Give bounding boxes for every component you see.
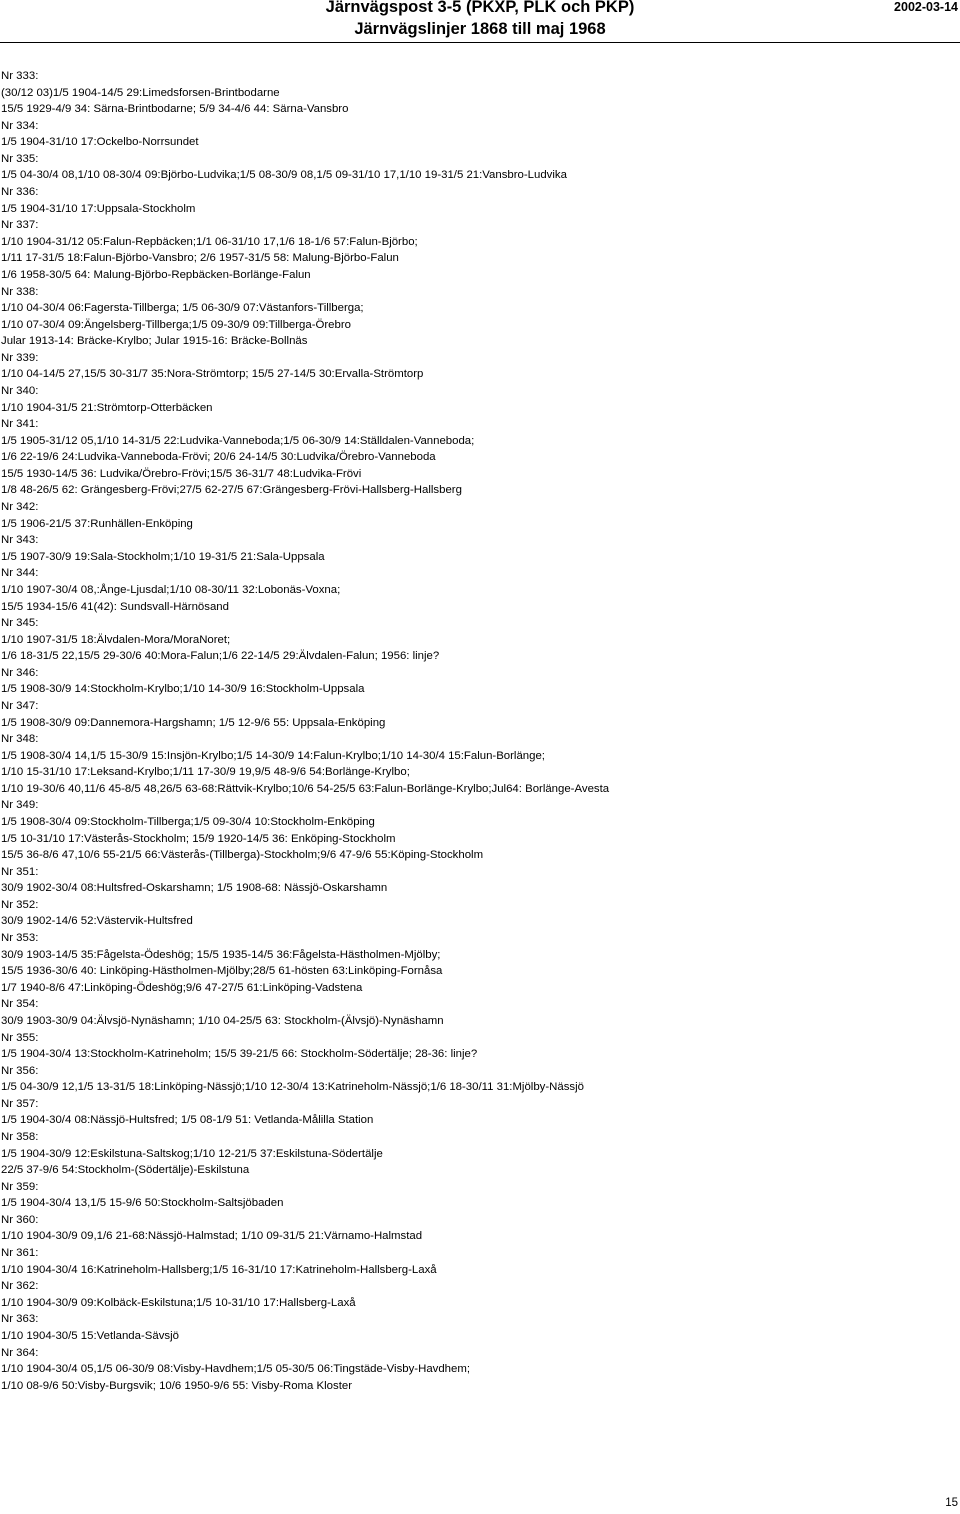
document-date: 2002-03-14 [894,0,958,14]
route-entry-line: 1/10 1904-30/4 05,1/5 06-30/9 08:Visby-Havdhem;1/5 05-30/5 06:Tingstäde-Visby-Havdhem; [1,1363,471,1376]
document-body [0,68,960,1394]
route-number-heading: Nr 333: [1,70,39,82]
route-entry-line: 1/10 07-30/4 09:Ängelsberg-Tillberga;1/5 09-30/9 09:Tillberga-Örebro [1,318,351,331]
route-entry-line: 1/5 1904-30/4 13:Stockholm-Katrineholm; 15/5 39-21/5 66: Stockholm-Södertälje; 28-36: linje? [1,1048,478,1061]
route-entry-line: 1/10 1904-30/4 16:Katrineholm-Hallsberg;1/5 16-31/10 17:Katrineholm-Hallsberg-Laxå [1,1263,437,1276]
route-entry-line: 1/7 1940-8/6 47:Linköping-Ödeshög;9/6 47-27/5 61:Linköping-Vadstena [1,981,363,994]
route-entry-line: 1/6 1958-30/5 64: Malung-Björbo-Repbäcken-Borlänge-Falun [1,268,311,281]
route-number-heading: Nr 355: [1,1031,39,1044]
route-number-heading: Nr 344: [1,567,39,580]
route-entry-line: 1/5 1905-31/12 05,1/10 14-31/5 22:Ludvika-Vanneboda;1/5 06-30/9 14:Ställdalen-Vanneboda; [1,434,475,447]
route-entry-line: 1/5 1904-31/10 17:Uppsala-Stockholm [1,202,196,215]
route-entry-line: 30/9 1903-14/5 35:Fågelsta-Ödeshög; 15/5 1935-14/5 36:Fågelsta-Hästholmen-Mjölby; [1,948,441,961]
route-number-heading: Nr 345: [1,617,39,630]
route-entry-line: Jular 1913-14: Bräcke-Krylbo; Jular 1915-16: Bräcke-Bollnäs [1,335,308,348]
route-number-heading: Nr 347: [1,699,39,712]
route-entry-line: 1/10 1904-30/9 09,1/6 21-68:Nässjö-Halmstad; 1/10 09-31/5 21:Värnamo-Halmstad [1,1230,423,1243]
route-number-heading: Nr 339: [1,351,39,364]
route-entry-line: 1/5 1907-30/9 19:Sala-Stockholm;1/10 19-31/5 21:Sala-Uppsala [1,550,325,563]
route-entry-line: 1/10 1904-31/5 21:Strömtorp-Otterbäcken [1,401,213,414]
route-entry-line: 30/9 1902-30/4 08:Hultsfred-Oskarshamn; 1/5 1908-68: Nässjö-Oskarshamn [1,882,388,895]
route-number-heading: Nr 357: [1,1097,39,1110]
route-number-heading: Nr 338: [1,285,39,298]
route-entry-line: 1/10 04-14/5 27,15/5 30-31/7 35:Nora-Strömtorp; 15/5 27-14/5 30:Ervalla-Strömtorp [1,368,424,381]
route-number-heading: Nr 361: [1,1247,39,1260]
route-entry-line: 1/6 22-19/6 24:Ludvika-Vanneboda-Frövi; 20/6 24-14/5 30:Ludvika/Örebro-Vanneboda [1,451,436,464]
route-number-heading: Nr 362: [1,1280,39,1293]
route-entry-line: (30/12 03)1/5 1904-14/5 29:Limedsforsen-Brintbodarne [1,86,280,99]
route-number-heading: Nr 354: [1,998,39,1011]
route-entry-line: 1/5 1908-30/9 14:Stockholm-Krylbo;1/10 14-30/9 16:Stockholm-Uppsala [1,683,365,696]
route-number-heading: Nr 349: [1,799,39,812]
route-number-heading: Nr 352: [1,898,39,911]
route-number-heading: Nr 348: [1,733,39,746]
route-number-heading: Nr 337: [1,219,39,232]
route-number-heading: Nr 364: [1,1346,39,1359]
route-entry-line: 15/5 1936-30/6 40: Linköping-Hästholmen-Mjölby;28/5 61-hösten 63:Linköping-Fornåsa [1,965,443,978]
route-number-heading: Nr 342: [1,501,39,514]
route-entry-line: 22/5 37-9/6 54:Stockholm-(Södertälje)-Eskilstuna [1,1164,250,1177]
route-entry-line: 1/5 1908-30/9 09:Dannemora-Hargshamn; 1/5 12-9/6 55: Uppsala-Enköping [1,716,386,729]
route-number-heading: Nr 351: [1,865,39,878]
route-entry-line: 15/5 1929-4/9 34: Särna-Brintbodarne; 5/9 34-4/6 44: Särna-Vansbro [1,103,349,116]
route-number-heading: Nr 360: [1,1213,39,1226]
route-entry-line: 1/5 1908-30/4 14,1/5 15-30/9 15:Insjön-Krylbo;1/5 14-30/9 14:Falun-Krylbo;1/10 14-30/4 15:Falun-Borlänge; [1,749,545,762]
route-entry-line: 1/10 1904-31/12 05:Falun-Repbäcken;1/1 06-31/10 17,1/6 18-1/6 57:Falun-Björbo; [1,235,418,248]
route-entry-line: 1/10 1904-30/9 09:Kolbäck-Eskilstuna;1/5 10-31/10 17:Hallsberg-Laxå [1,1296,356,1309]
route-number-heading: Nr 343: [1,534,39,547]
route-entry-line: 15/5 1930-14/5 36: Ludvika/Örebro-Frövi;15/5 36-31/7 48:Ludvika-Frövi [1,467,362,480]
route-number-heading: Nr 363: [1,1313,39,1326]
route-entry-line: 1/5 04-30/4 08,1/10 08-30/4 09:Björbo-Ludvika;1/5 08-30/9 08,1/5 09-31/10 17,1/10 19-31/5 21:Vansbro-Ludvika [1,169,567,182]
route-number-heading: Nr 340: [1,384,39,397]
route-entry-line: 1/5 04-30/9 12,1/5 13-31/5 18:Linköping-Nässjö;1/10 12-30/4 13:Katrineholm-Nässjö;1/6 18-30/11 31:Mjölby-Nässjö [1,1081,584,1094]
route-number-heading: Nr 335: [1,152,39,165]
route-entry-line: 1/8 48-26/5 62: Grängesberg-Frövi;27/5 62-27/5 67:Grängesberg-Frövi-Hallsberg-Hallsberg [1,484,462,497]
route-entry-line: 1/5 1904-30/9 12:Eskilstuna-Saltskog;1/10 12-21/5 37:Eskilstuna-Södertälje [1,1147,383,1160]
route-entry-line: 30/9 1902-14/6 52:Västervik-Hultsfred [1,915,193,928]
route-entry-line: 1/6 18-31/5 22,15/5 29-30/6 40:Mora-Falun;1/6 22-14/5 29:Älvdalen-Falun; 1956: linje? [1,650,440,663]
route-entry-line: 1/11 17-31/5 18:Falun-Björbo-Vansbro; 2/6 1957-31/5 58: Malung-Björbo-Falun [1,252,399,265]
route-number-heading: Nr 341: [1,418,39,431]
route-entry-line: 1/10 1907-30/4 08,:Ånge-Ljusdal;1/10 08-30/11 32:Lobonäs-Voxna; [1,583,341,596]
document-subtitle: Järnvägslinjer 1868 till maj 1968 [354,20,606,38]
route-entry-line: 1/5 10-31/10 17:Västerås-Stockholm; 15/9 1920-14/5 36: Enköping-Stockholm [1,832,396,845]
route-entry-line: 1/5 1904-31/10 17:Ockelbo-Norrsundet [1,136,199,149]
route-entry-line: 30/9 1903-30/9 04:Älvsjö-Nynäshamn; 1/10 04-25/5 63: Stockholm-(Älvsjö)-Nynäshamn [1,1014,444,1027]
route-number-heading: Nr 334: [1,119,39,132]
page-number: 15 [945,1497,958,1509]
route-entry-line: 1/10 15-31/10 17:Leksand-Krylbo;1/11 17-30/9 19,9/5 48-9/6 54:Borlänge-Krylbo; [1,766,410,779]
route-entry-line: 15/5 36-8/6 47,10/6 55-21/5 66:Västerås-(Tillberga)-Stockholm;9/6 47-9/6 55:Köping-Stockholm [1,849,484,862]
route-number-heading: Nr 336: [1,186,39,199]
document-title: Järnvägspost 3-5 (PKXP, PLK och PKP) [325,0,635,16]
route-entry-line: 1/5 1908-30/4 09:Stockholm-Tillberga;1/5 09-30/4 10:Stockholm-Enköping [1,816,375,829]
route-entry-line: 1/10 1907-31/5 18:Älvdalen-Mora/MoraNoret; [1,633,231,646]
route-entry-line: 1/5 1906-21/5 37:Runhällen-Enköping [1,517,193,530]
route-number-heading: Nr 346: [1,666,39,679]
route-entry-line: 1/5 1904-30/4 13,1/5 15-9/6 50:Stockholm-Saltsjöbaden [1,1197,284,1210]
route-entry-line: 1/10 19-30/6 40,11/6 45-8/5 48,26/5 63-68:Rättvik-Krylbo;10/6 54-25/5 63:Falun-Borlänge-Krylbo;Jul64: Borlänge-Avesta [1,782,610,795]
route-entry-line: 15/5 1934-15/6 41(42): Sundsvall-Härnösand [1,600,229,613]
route-number-heading: Nr 358: [1,1131,39,1143]
route-entry-line: 1/10 04-30/4 06:Fagersta-Tillberga; 1/5 06-30/9 07:Västanfors-Tillberga; [1,302,364,315]
page-header [0,0,960,60]
route-number-heading: Nr 359: [1,1180,39,1193]
route-number-heading: Nr 356: [1,1064,39,1077]
route-entry-line: 1/5 1904-30/4 08:Nässjö-Hultsfred; 1/5 08-1/9 51: Vetlanda-Målilla Station [1,1114,374,1127]
route-entry-line: 1/10 1904-30/5 15:Vetlanda-Sävsjö [1,1329,179,1342]
header-divider [0,42,960,43]
route-entry-line: 1/10 08-9/6 50:Visby-Burgsvik; 10/6 1950-9/6 55: Visby-Roma Kloster [1,1379,352,1392]
route-number-heading: Nr 353: [1,932,39,945]
